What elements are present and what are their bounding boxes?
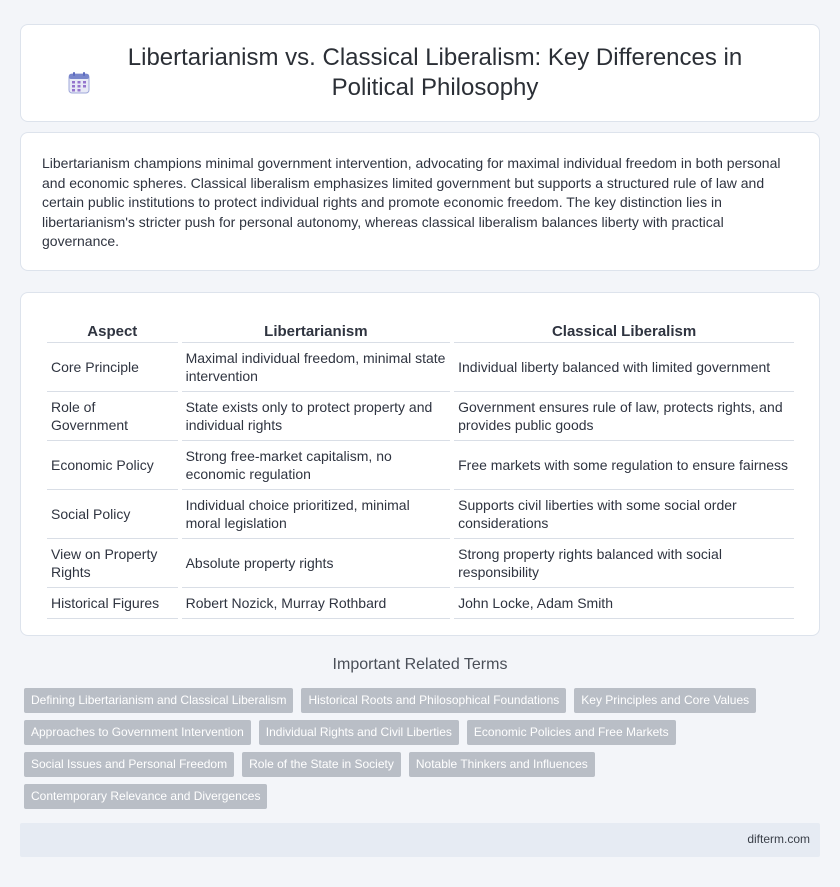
table-cell: Individual choice prioritized, minimal moral legislation xyxy=(182,490,451,539)
header-classical-liberalism: Classical Liberalism xyxy=(454,315,794,343)
table-cell: Role of Government xyxy=(47,392,178,441)
table-cell: Social Policy xyxy=(47,490,178,539)
table-cell: Strong property rights balanced with social responsibility xyxy=(454,539,794,588)
related-term-tag[interactable]: Historical Roots and Philosophical Foundations xyxy=(301,688,566,713)
table-header-row xyxy=(47,315,794,343)
table-cell: Free markets with some regulation to ensure fairness xyxy=(454,441,794,490)
table-row xyxy=(47,490,794,539)
related-term-tag[interactable]: Role of the State in Society xyxy=(242,752,401,777)
table-cell: State exists only to protect property and individual rights xyxy=(182,392,451,441)
table-row xyxy=(47,539,794,588)
related-term-tag[interactable]: Key Principles and Core Values xyxy=(574,688,756,713)
table-row xyxy=(47,343,794,392)
table-cell: Supports civil liberties with some social order considerations xyxy=(454,490,794,539)
table-cell: Individual liberty balanced with limited government xyxy=(454,343,794,392)
intro-paragraph: Libertarianism champions minimal government intervention, advocating for maximal individual freedom in both personal and economic spheres. Classical liberalism emphasizes limited government but supports a structured rule of law and certain public institutions to protect individual rights and promote economic freedom. The key distinction lies in libertarianism's stricter push for personal autonomy, whereas classical liberalism balances liberty with practical governance. xyxy=(42,155,781,250)
table-cell: Government ensures rule of law, protects rights, and provides public goods xyxy=(454,392,794,441)
table-cell: John Locke, Adam Smith xyxy=(454,588,794,619)
table-row xyxy=(47,588,794,619)
related-terms-list xyxy=(24,688,804,809)
header-libertarianism: Libertarianism xyxy=(182,315,451,343)
table-cell: Historical Figures xyxy=(47,588,178,619)
comparison-table-card xyxy=(20,292,820,636)
footer xyxy=(20,823,820,857)
table-cell: Core Principle xyxy=(47,343,178,392)
table-row xyxy=(47,392,794,441)
related-term-tag[interactable]: Economic Policies and Free Markets xyxy=(467,720,676,745)
related-term-tag[interactable]: Contemporary Relevance and Divergences xyxy=(24,784,267,809)
related-terms-title: Important Related Terms xyxy=(332,656,508,673)
related-term-tag[interactable]: Social Issues and Personal Freedom xyxy=(24,752,234,777)
table-row xyxy=(47,441,794,490)
table-cell: Absolute property rights xyxy=(182,539,451,588)
table-cell: Economic Policy xyxy=(47,441,178,490)
footer-site-link[interactable]: difterm.com xyxy=(747,832,810,846)
table-cell: Robert Nozick, Murray Rothbard xyxy=(182,588,451,619)
related-term-tag[interactable]: Approaches to Government Intervention xyxy=(24,720,251,745)
table-cell: Strong free-market capitalism, no economic regulation xyxy=(182,441,451,490)
page-title: Libertarianism vs. Classical Liberalism: Key Differences in Political Philosophy xyxy=(127,44,743,101)
header-card xyxy=(20,24,820,122)
header-aspect: Aspect xyxy=(47,315,178,343)
table-cell: Maximal individual freedom, minimal state intervention xyxy=(182,343,451,392)
intro-card xyxy=(20,132,820,271)
comparison-table xyxy=(43,315,798,619)
related-term-tag[interactable]: Notable Thinkers and Influences xyxy=(409,752,595,777)
related-term-tag[interactable]: Individual Rights and Civil Liberties xyxy=(259,720,459,745)
related-term-tag[interactable]: Defining Libertarianism and Classical Liberalism xyxy=(24,688,293,713)
table-cell: View on Property Rights xyxy=(47,539,178,588)
